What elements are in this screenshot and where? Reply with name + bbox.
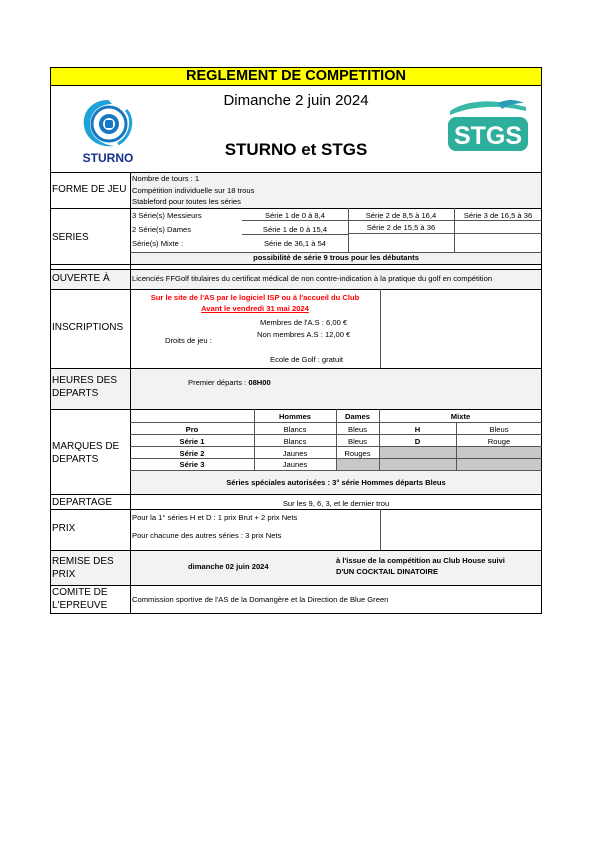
marques-col-mixte: Mixte [450, 412, 471, 421]
marques-row-s1-name: Série 1 [179, 437, 205, 446]
forme-line-3: Stableford pour toutes les séries [132, 197, 241, 206]
droits-label: Droits de jeu : [165, 336, 212, 345]
sturno-logo-icon [74, 96, 142, 152]
series-note: possibilité de série 9 trous pour les débutants [253, 253, 419, 262]
stgs-logo-icon [444, 97, 532, 157]
prix-line-1: Pour la 1° séries H et D : 1 prix Brut + 2 prix Nets [132, 513, 298, 522]
marques-col-hommes: Hommes [278, 412, 312, 421]
marques-row-s1-mixte-a: D [414, 437, 421, 446]
series-row-mixte-s1: Série de 36,1 à 54 [263, 239, 327, 248]
tarif-non-membres: Non membres A.S : 12,00 € [257, 330, 351, 339]
premier-depart-label: Premier départs : [188, 378, 249, 387]
marques-row-s3-hommes: Jaunes [282, 460, 308, 469]
marques-label-2: DEPARTS [52, 454, 99, 465]
form-title: REGLEMENT DE COMPETITION [186, 68, 406, 84]
comite-label-1: COMITE DE [52, 587, 108, 598]
remise-text-2: D'UN COCKTAIL DINATOIRE [336, 567, 439, 576]
marques-row-s2-hommes: Jaunes [282, 449, 308, 458]
heures-label-1: HEURES DES [52, 375, 118, 386]
series-row-dames-s2: Série 2 de 15,5 à 36 [366, 223, 436, 232]
remise-label-2: PRIX [52, 569, 76, 580]
inscriptions-red-line-1: Sur le site de l'AS par le logiciel ISP ou à l'accueil du Club [150, 293, 360, 302]
clubs-title: STURNO et STGS [224, 140, 368, 159]
inscriptions-label: INSCRIPTIONS [52, 322, 124, 333]
marques-label-1: MARQUES DE [52, 441, 120, 452]
marques-speciales: Séries spéciales autorisées : 3° série Hommes départs Bleus [226, 478, 446, 487]
forme-label: FORME DE JEU [52, 184, 127, 195]
comite-label-2: L'EPREUVE [52, 600, 108, 611]
forme-line-2: Compétition individuelle sur 18 trous [132, 186, 255, 195]
tarif-ecole: Ecole de Golf : gratuit [270, 355, 344, 364]
prix-label: PRIX [52, 523, 76, 534]
marques-row-pro-dames: Bleus [348, 425, 367, 434]
marques-row-s1-mixte-b: Rouge [487, 437, 511, 446]
heures-label-2: DEPARTS [52, 388, 99, 399]
competition-date: Dimanche 2 juin 2024 [223, 92, 369, 109]
series-row-messieurs-s3: Série 3 de 16,5 à 36 [463, 211, 533, 220]
sturno-logo-text: STURNO [82, 151, 134, 165]
ouverte-label: OUVERTE À [52, 273, 110, 284]
svg-text:STGS: STGS [453, 122, 523, 150]
marques-row-s2-dames: Rouges [344, 449, 371, 458]
remise-date: dimanche 02 juin 2024 [188, 562, 269, 571]
marques-row-pro-hommes: Blancs [283, 425, 307, 434]
series-row-dames-s1: Série 1 de 0 à 15,4 [262, 225, 328, 234]
comite-text: Commission sportive de l'AS de la Domangère et la Direction de Blue Green [132, 595, 389, 604]
series-row-dames-name: 2 Série(s) Dames [132, 225, 192, 234]
series-row-messieurs-s2: Série 2 de 8,5 à 16,4 [365, 211, 437, 220]
remise-label-1: REMISE DES [52, 556, 114, 567]
tarif-membres: Membres de l'A.S : 6,00 € [260, 318, 348, 327]
departage-label: DEPARTAGE [52, 497, 113, 508]
series-row-messieurs-name: 3 Série(s) Messieurs [132, 211, 202, 220]
marques-row-pro-mixte-a: H [414, 425, 421, 434]
premier-depart [188, 378, 271, 387]
remise-text-1: à l'issue de la compétition au Club House suivi [336, 556, 505, 565]
departage-text: Sur les 9, 6, 3, et le dernier trou [282, 499, 390, 508]
marques-row-s1-hommes: Blancs [283, 437, 307, 446]
series-row-messieurs-s1: Série 1 de 0 à 8,4 [265, 211, 325, 220]
marques-row-s1-dames: Bleus [348, 437, 367, 446]
series-label: SERIES [52, 232, 89, 243]
series-row-mixte-name: Série(s) Mixte : [132, 239, 184, 248]
marques-row-pro-name: Pro [185, 425, 199, 434]
marques-row-pro-mixte-b: Bleus [489, 425, 509, 434]
sturno-logo [74, 96, 142, 166]
inscriptions-red-line-2: Avant le vendredi 31 mai 2024 [201, 304, 309, 313]
ouverte-text: Licenciés FFGolf titulaires du certificat médical de non contre-indication à la pratique du golf en compétition [132, 274, 493, 283]
premier-depart-value: 08H00 [248, 378, 271, 387]
stgs-logo [444, 97, 532, 157]
prix-line-2: Pour chacune des autres séries : 3 prix Nets [132, 531, 282, 540]
marques-col-dames: Dames [345, 412, 370, 421]
marques-row-s2-name: Série 2 [179, 449, 205, 458]
forme-line-1: Nombre de tours : 1 [132, 174, 200, 183]
marques-row-s3-name: Série 3 [179, 460, 205, 469]
